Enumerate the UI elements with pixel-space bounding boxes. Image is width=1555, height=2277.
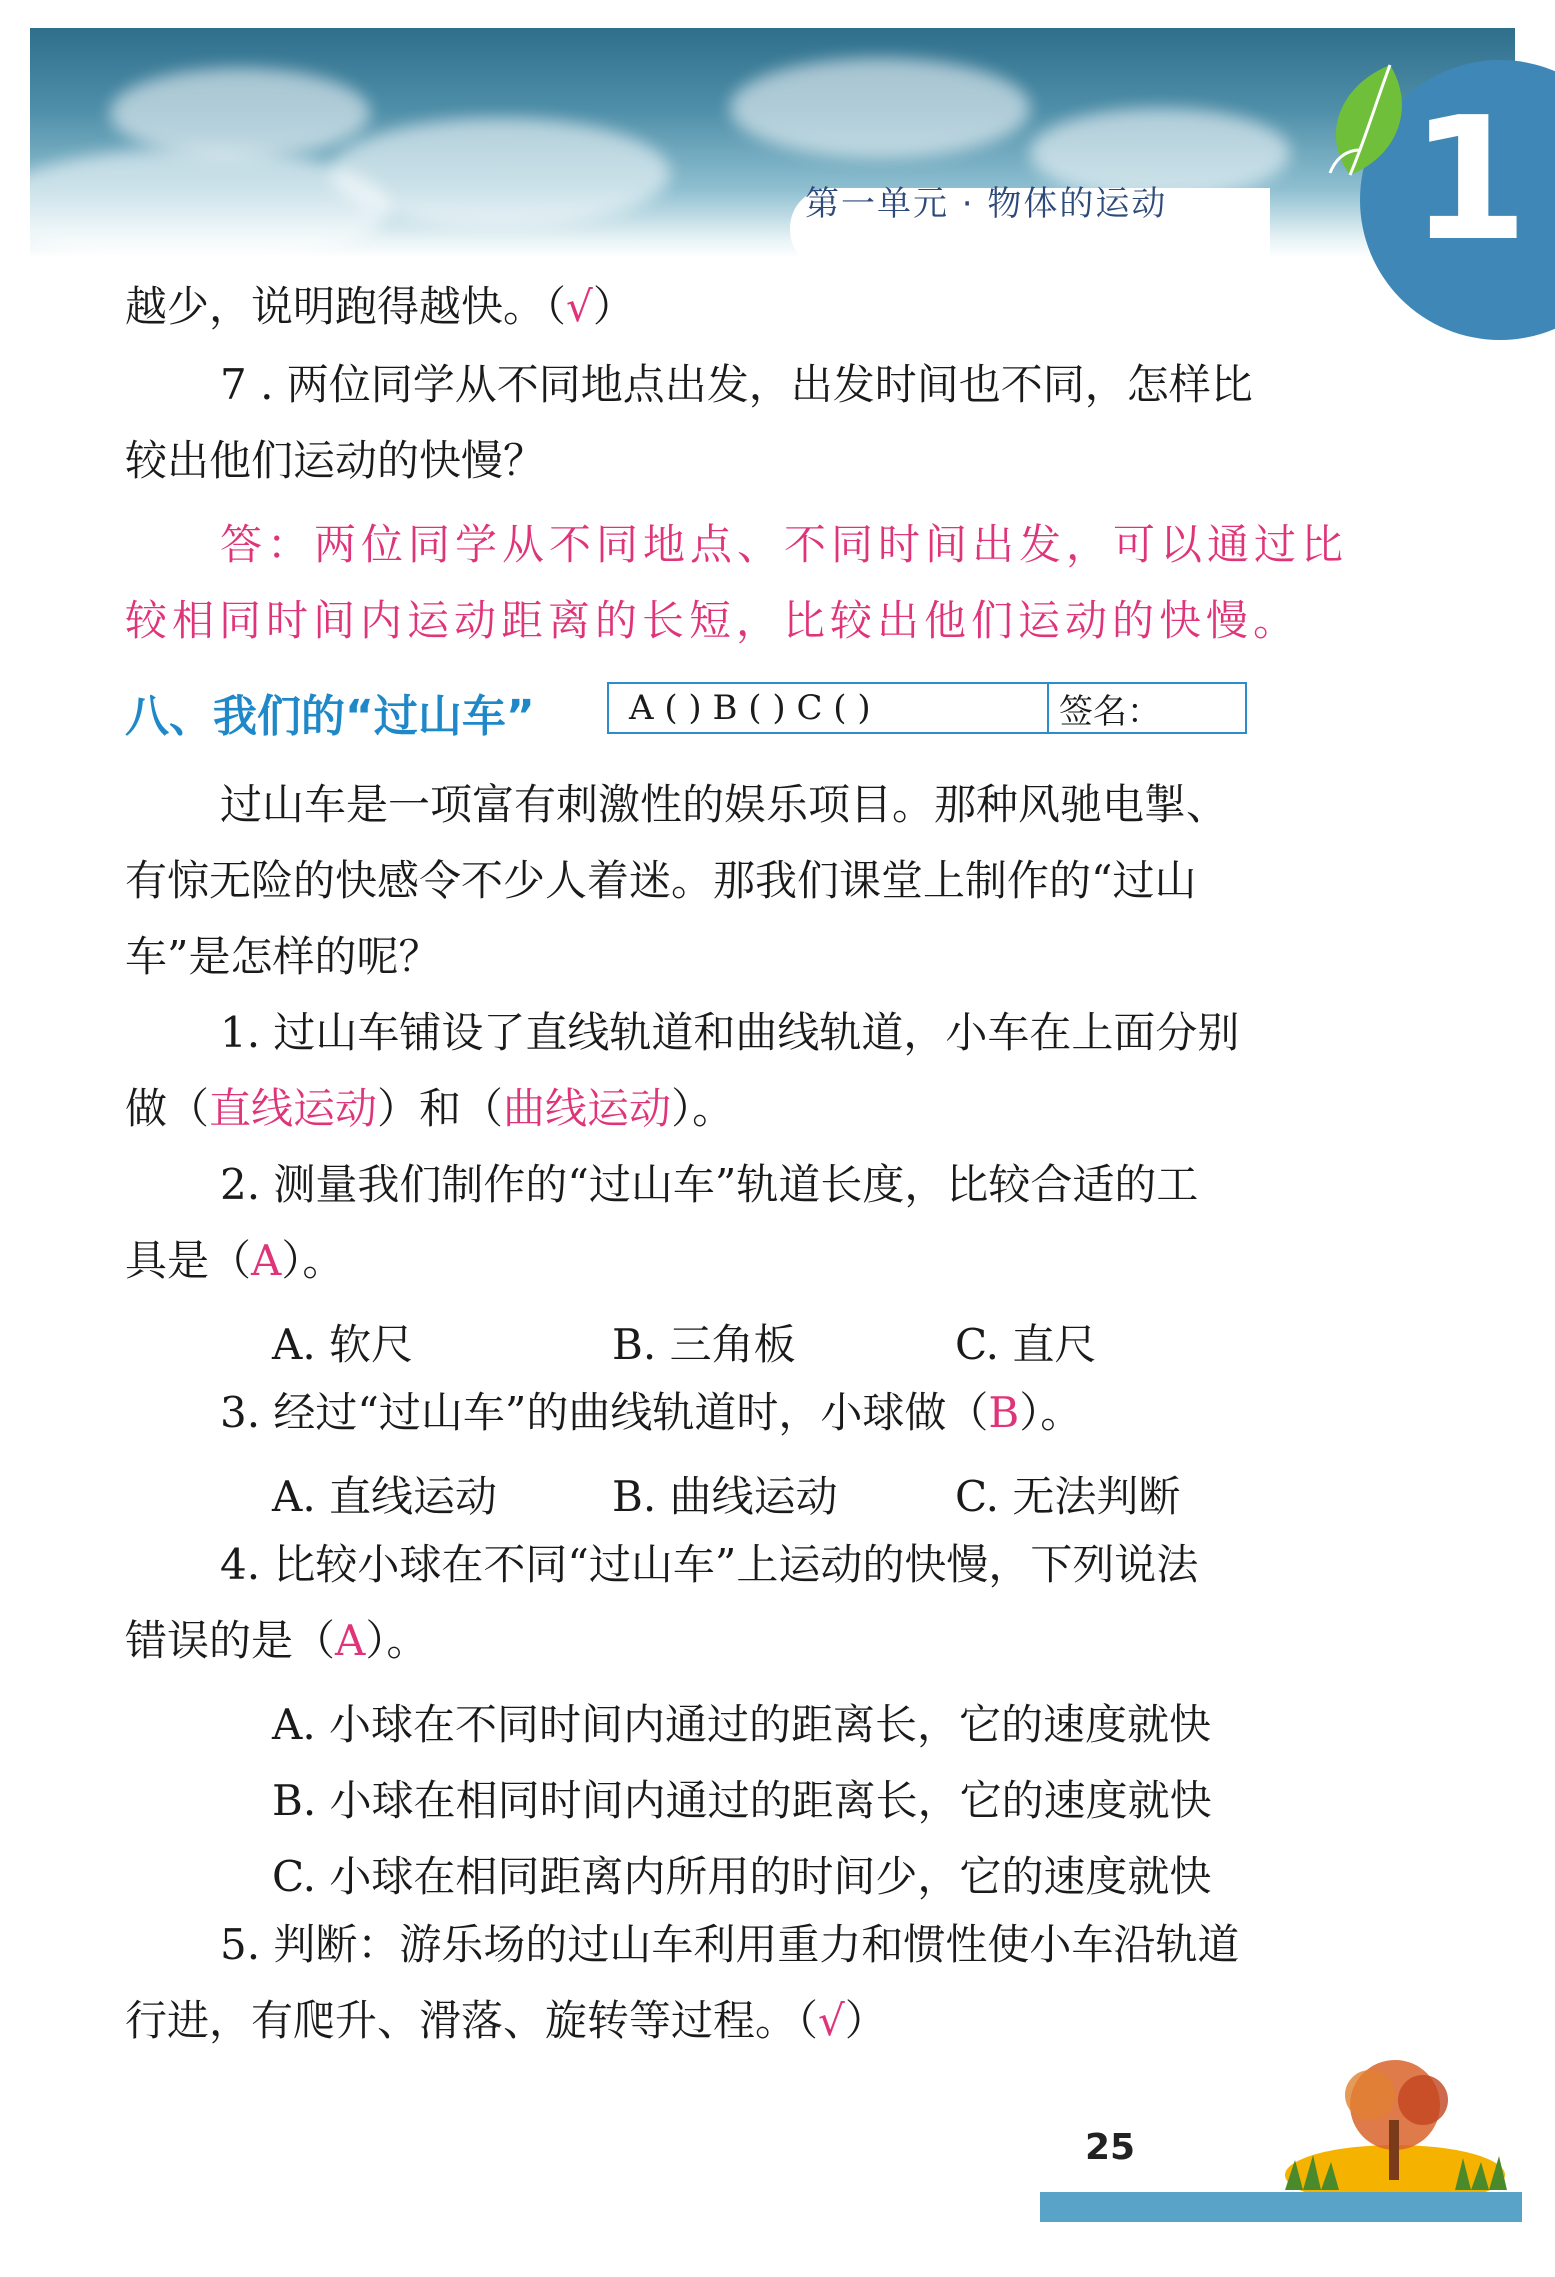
- q5-line2: 行进，有爬升、滑落、旋转等过程。（√）: [125, 1996, 887, 2045]
- section-title: 八、我们的“过山车”: [125, 691, 535, 742]
- grade-options: A ( ) B ( ) C ( ): [609, 684, 1049, 732]
- q4-answer: A: [335, 1616, 366, 1665]
- intro-line1: 过山车是一项富有刺激性的娱乐项目。那种风驰电掣、: [220, 780, 1229, 829]
- tree-illustration-icon: [1275, 2050, 1515, 2200]
- q3-option-b: B. 曲线运动: [612, 1472, 838, 1521]
- q2-line1: 2. 测量我们制作的“过山车”轨道长度，比较合适的工: [220, 1160, 1199, 1209]
- intro-line3: 车”是怎样的呢？: [125, 932, 441, 981]
- q2-line2: 具是（A）。: [125, 1236, 345, 1285]
- q4-option-a: A. 小球在不同时间内通过的距离长，它的速度就快: [272, 1700, 1212, 1749]
- intro-line2: 有惊无险的快感令不少人着迷。那我们课堂上制作的“过山: [125, 856, 1197, 905]
- q2-option-b: B. 三角板: [612, 1320, 796, 1369]
- unit-number: 1: [1410, 81, 1529, 279]
- check-mark: √: [566, 282, 593, 331]
- q5-check-mark: √: [818, 1996, 845, 2045]
- q2-option-c: C. 直尺: [955, 1320, 1097, 1369]
- q7-answer-line2: 较相同时间内运动距离的长短，比较出他们运动的快慢。: [125, 596, 1301, 645]
- q3-answer: B: [988, 1388, 1020, 1437]
- q1-line1: 1. 过山车铺设了直线轨道和曲线轨道，小车在上面分别: [220, 1008, 1240, 1057]
- page-number: 25: [1085, 2127, 1136, 2168]
- sign-label: 签名：: [1059, 691, 1161, 732]
- q1-answer2: 曲线运动: [503, 1084, 672, 1133]
- q4-line1: 4. 比较小球在不同“过山车”上运动的快慢，下列说法: [220, 1540, 1199, 1589]
- q5-line1: 5. 判断：游乐场的过山车利用重力和惯性使小车沿轨道: [220, 1920, 1240, 1969]
- q1-answer1: 直线运动: [209, 1084, 378, 1133]
- footer-bar: [1040, 2192, 1522, 2222]
- q2-option-a: A. 软尺: [272, 1320, 414, 1369]
- q6-continuation: 越少，说明跑得越快。（√）: [125, 282, 635, 331]
- q3-option-c: C. 无法判断: [955, 1472, 1181, 1521]
- q3-line1: 3. 经过“过山车”的曲线轨道时，小球做（B）。: [220, 1388, 1083, 1437]
- header-banner: [30, 28, 1515, 258]
- unit-title: 第一单元 · 物体的运动: [805, 184, 1168, 224]
- q4-option-b: B. 小球在相同时间内通过的距离长，它的速度就快: [272, 1776, 1212, 1825]
- leaf-icon: [1320, 55, 1420, 185]
- q4-option-c: C. 小球在相同距离内所用的时间少，它的速度就快: [272, 1852, 1212, 1901]
- q7-line2: 较出他们运动的快慢？: [125, 436, 546, 485]
- q7-answer-line1: 答：两位同学从不同地点、不同时间出发，可以通过比: [220, 520, 1349, 569]
- q1-line2: 做（直线运动）和（曲线运动）。: [125, 1084, 735, 1133]
- q3-option-a: A. 直线运动: [272, 1472, 498, 1521]
- q2-answer: A: [251, 1236, 282, 1285]
- q4-line2: 错误的是（A）。: [125, 1616, 429, 1665]
- q7-line1: 7 . 两位同学从不同地点出发，出发时间也不同，怎样比: [220, 360, 1253, 409]
- grade-box: [607, 682, 1247, 734]
